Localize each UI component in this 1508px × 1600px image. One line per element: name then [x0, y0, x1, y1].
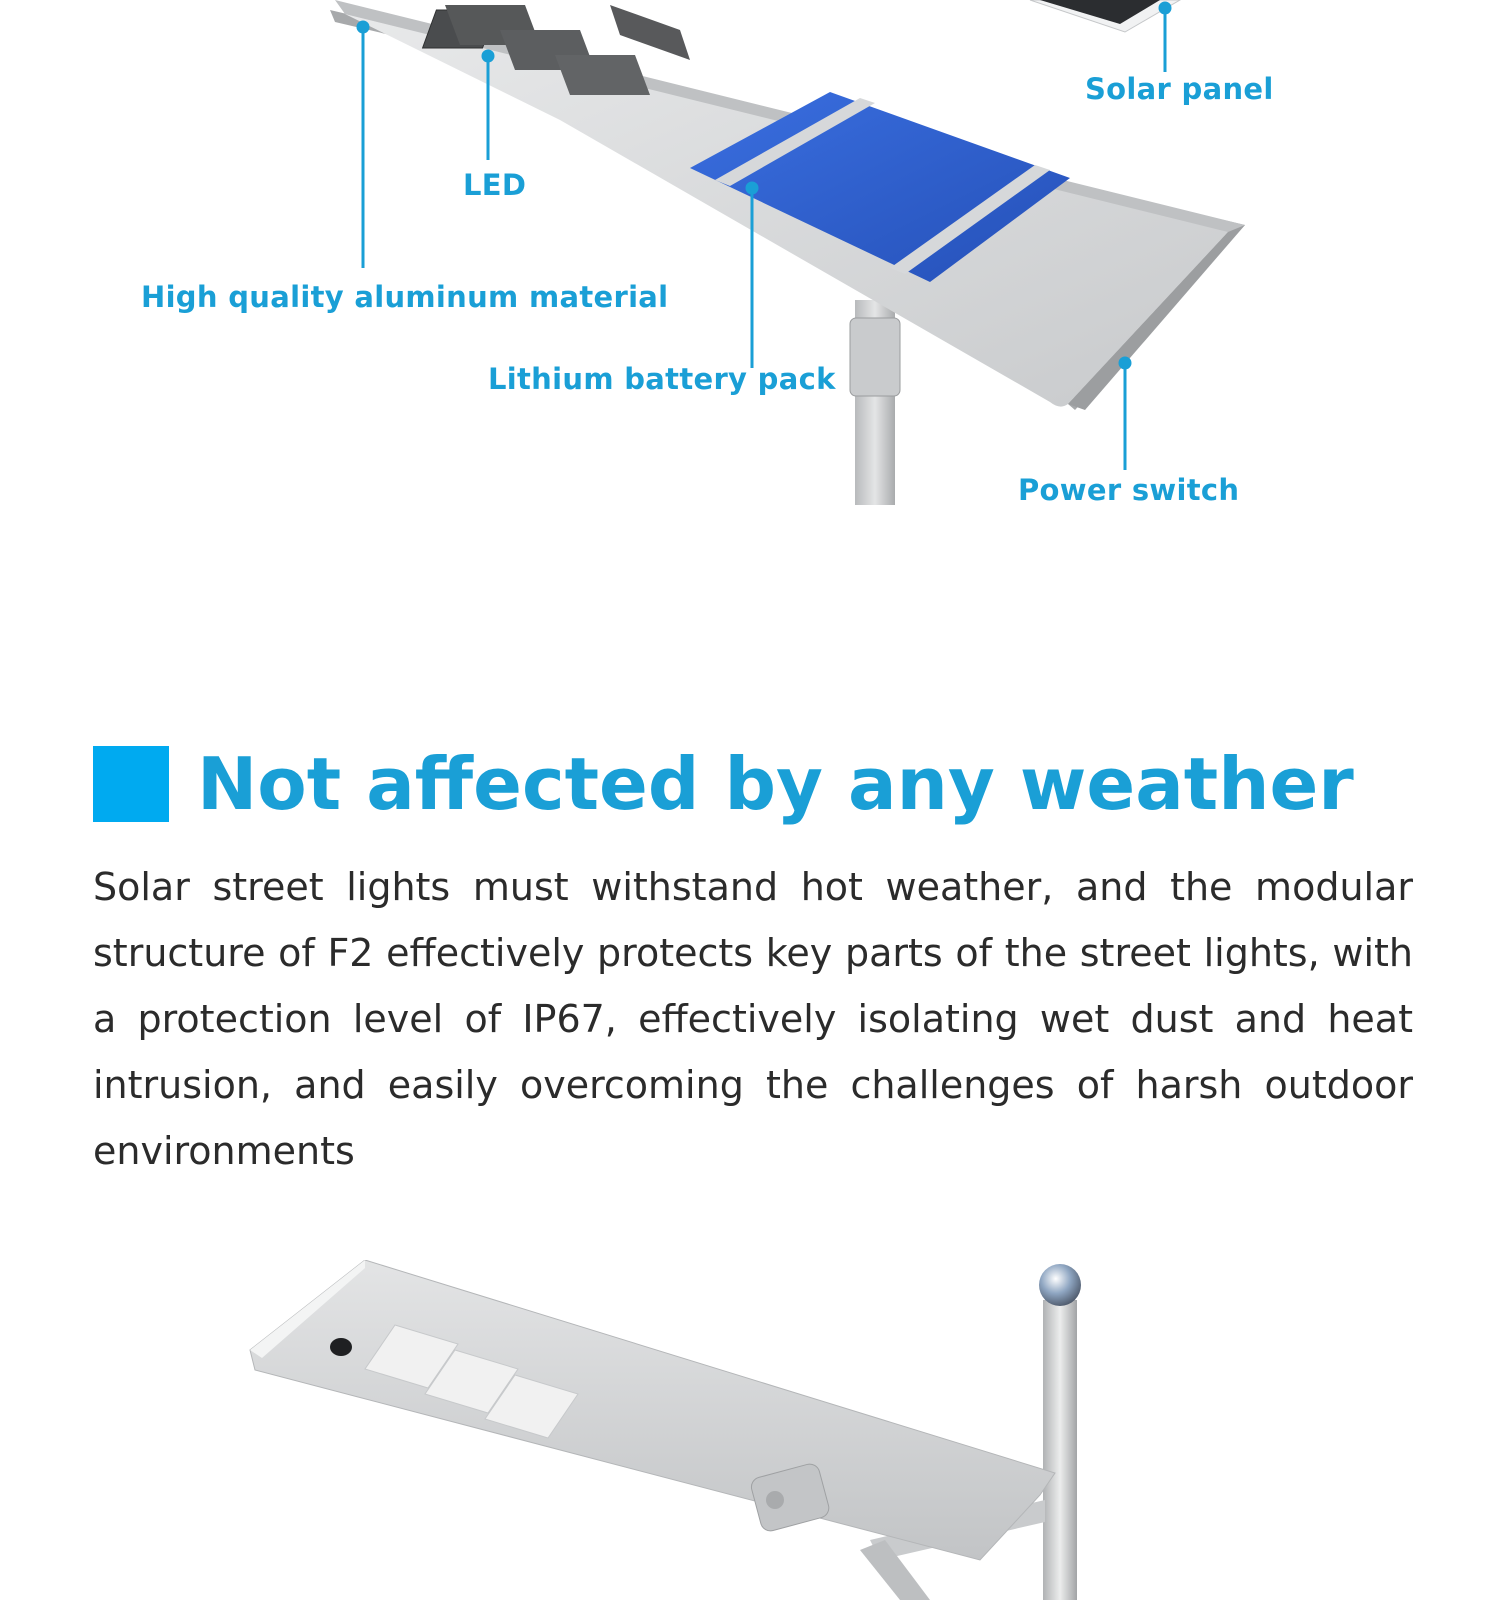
exploded-product-illustration: [0, 0, 1508, 520]
label-led: LED: [463, 168, 527, 202]
heading-accent-square: [93, 746, 169, 822]
label-power-switch: Power switch: [1018, 473, 1240, 507]
label-battery: Lithium battery pack: [488, 362, 836, 396]
label-aluminum: High quality aluminum material: [141, 280, 669, 314]
street-light-product-image: [0, 1260, 1508, 1600]
section-body: Solar street lights must withstand hot weather, and the modular structure of F2 effectively protects key parts of the street lights, with a protection level of IP67, effectively isolating wet dust and heat intrusion, and easily overcoming the challenges of harsh outdoor environments: [93, 865, 1413, 1173]
section-title: Not affected by any weather: [197, 742, 1354, 826]
label-solar-panel: Solar panel: [1085, 72, 1274, 106]
section-heading: [93, 742, 1354, 826]
